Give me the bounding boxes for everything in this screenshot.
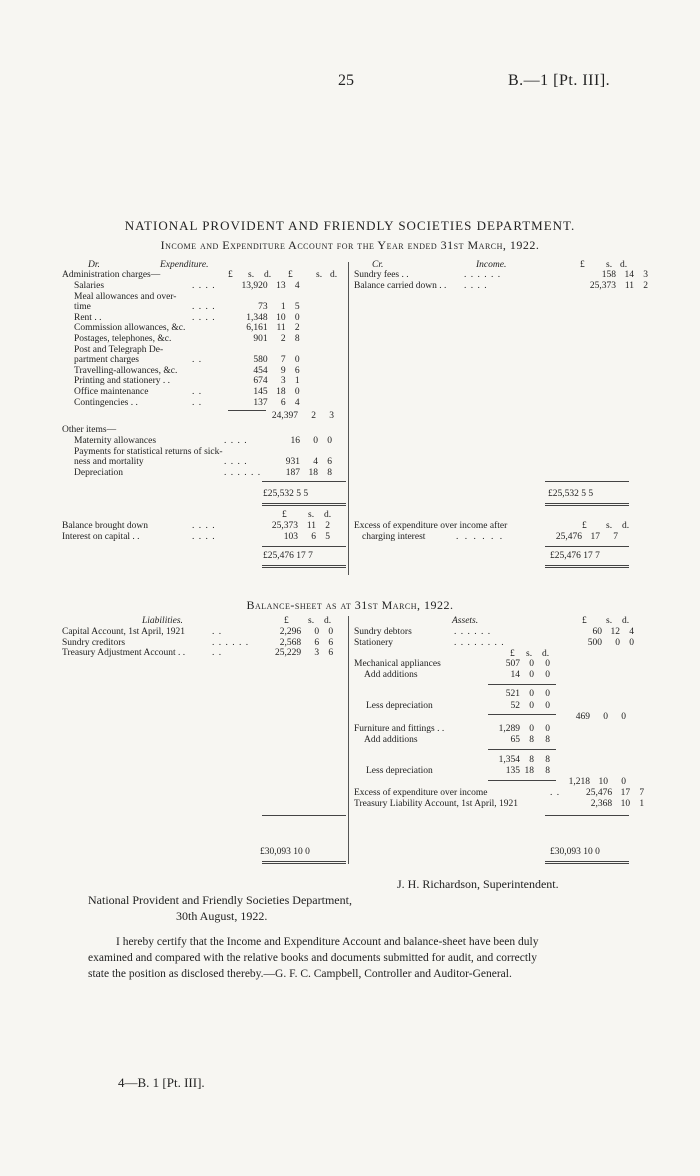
assets-bottom-table	[354, 788, 644, 809]
ledger-cell-label: Treasury Adjustment Account . .	[62, 648, 186, 659]
ledger-cell-pounds: 60	[592, 627, 602, 637]
document-reference: B.—1 [Pt. III].	[508, 72, 611, 89]
signature-name: J. H. Richardson, Superintendent.	[397, 877, 559, 891]
ledger-row	[74, 334, 300, 345]
signature-date: 30th August, 1922.	[176, 909, 268, 923]
ledger-cell-s: 11	[624, 280, 634, 291]
ledger-cell-label: Interest on capital . .	[62, 531, 140, 542]
ledger-cell-dots: . .	[212, 627, 223, 637]
ledger-row	[354, 799, 644, 810]
ledger-row	[74, 398, 300, 409]
ledger-cell-s: 1	[280, 302, 286, 313]
ledger-cell-label: Sundry fees . .	[354, 270, 409, 280]
left-total-bottom-rule	[262, 503, 346, 506]
certificate-line-2: examined and compared with the relative books and documents submitted for audit, and correctly	[88, 952, 537, 964]
ledger-cell-s: 6	[280, 397, 286, 408]
ledger-cell-s: 11	[306, 521, 316, 531]
ledger-cell-dots	[550, 799, 560, 810]
income-account-heading: Income and Expenditure Account for the Year ended 31st March, 1922.	[160, 238, 540, 252]
ledger-cell-d: 1	[639, 798, 645, 809]
ledger-cell-d: 0	[294, 312, 300, 323]
ledger-cell-dots	[192, 345, 216, 356]
right-total-top-rule	[545, 481, 629, 482]
ledger-cell-pounds: 2,296	[279, 627, 302, 637]
ledger-cell-pounds: 137	[253, 397, 268, 408]
ledger-cell-label: Balance carried down . .	[354, 280, 447, 291]
ledger-cell-dots: . . . . . .	[224, 467, 262, 478]
ledger-cell-s: 14	[624, 270, 634, 280]
ledger-row	[74, 355, 300, 366]
excess-line-2: charging interest	[362, 532, 426, 542]
ledger-cell-d: 0	[294, 386, 300, 397]
ledger-cell-s: 6	[314, 637, 320, 648]
ledger-cell-d: 8	[294, 333, 300, 344]
ledger-cell-dots: . . . .	[192, 281, 216, 291]
ledger-cell-pounds: 2,368	[590, 798, 613, 809]
ledger-row	[62, 648, 333, 659]
income-account-divider	[348, 262, 349, 575]
ledger-cell-dots: . .	[212, 648, 223, 659]
ledger-cell-pounds: 1,348	[246, 312, 268, 323]
expenditure-label: Expenditure.	[160, 260, 209, 270]
ledger-row	[74, 376, 300, 387]
ledger-row	[74, 345, 300, 356]
ledger-cell-dots: . . . . . .	[454, 627, 492, 637]
ledger-cell-d	[286, 292, 300, 303]
ledger-cell-s: 10	[276, 312, 286, 323]
ledger-cell-pounds: 16	[290, 436, 300, 446]
ledger-cell-pounds: 158	[601, 270, 616, 280]
bs-right-double-rule	[545, 861, 629, 864]
ledger-cell-s: 7	[280, 355, 286, 366]
lower-left-total-rule	[262, 546, 346, 547]
ledger-row	[74, 447, 332, 458]
ledger-cell-s: 3	[314, 648, 320, 659]
ledger-cell-pounds: 931	[285, 457, 300, 468]
furn-add-label: Add additions	[364, 735, 418, 745]
balance-sheet-heading: Balance-sheet as at 31st March, 1922.	[246, 598, 454, 612]
ledger-row	[74, 302, 300, 313]
ledger-cell-d: 2	[325, 521, 330, 531]
ledger-cell-label: Capital Account, 1st April, 1921	[62, 627, 185, 637]
admin-subtotal-rule	[228, 410, 266, 411]
ledger-cell-label: Salaries	[74, 281, 105, 291]
ledger-cell-dots: . . . .	[464, 280, 488, 291]
ledger-cell-pounds: 187	[285, 467, 300, 478]
ledger-row	[354, 788, 644, 799]
balance-sheet-divider	[348, 616, 349, 864]
ledger-cell-label: Payments for statistical returns of sick-	[74, 446, 223, 457]
ledger-cell-dots: . . . .	[192, 521, 216, 531]
ledger-cell-dots	[224, 447, 268, 458]
ledger-cell-d	[286, 345, 300, 356]
ledger-cell-d: 6	[294, 365, 300, 376]
page-number: 25	[338, 72, 354, 89]
mech-less-label: Less depreciation	[366, 701, 433, 711]
ledger-cell-dots: . .	[192, 397, 203, 408]
ledger-cell-dots: . . . . . .	[212, 637, 250, 648]
ledger-cell-d: 4	[629, 627, 634, 637]
ledger-row	[74, 292, 300, 303]
furn-net-rule	[488, 780, 556, 781]
ledger-cell-dots: . . . .	[192, 531, 216, 542]
lower-left-double-rule	[262, 565, 346, 568]
ledger-cell-dots: . .	[192, 386, 203, 397]
ledger-cell-label: Sundry debtors	[354, 627, 412, 637]
ledger-cell-label: Excess of expenditure over income	[354, 788, 488, 798]
ledger-row	[354, 638, 634, 649]
ledger-row	[62, 521, 330, 532]
ledger-cell-pounds: 6,161	[246, 323, 268, 334]
ledger-cell-pounds: 145	[253, 386, 268, 397]
ledger-cell-d: 8	[327, 467, 332, 478]
ledger-cell-label: ness and mortality	[74, 457, 144, 468]
ledger-cell-d: 6	[328, 637, 334, 648]
ledger-row	[74, 436, 332, 447]
ledger-cell-dots: . . . . . .	[464, 270, 502, 280]
ledger-cell-d: 5	[294, 302, 300, 313]
ledger-cell-s: 4	[313, 457, 318, 468]
ledger-cell-d: 0	[294, 355, 300, 366]
ledger-cell-d: 6	[328, 648, 334, 659]
other-items-label: Other items—	[62, 425, 117, 435]
ledger-cell-label: Post and Telegraph De-	[74, 344, 164, 355]
admin-charges-label: Administration charges—	[62, 270, 161, 280]
ledger-row	[354, 281, 648, 292]
ledger-cell-dots	[192, 376, 216, 387]
ledger-row	[74, 366, 300, 377]
ledger-cell-s	[300, 447, 318, 458]
ledger-cell-d: 3	[643, 270, 648, 280]
ledger-cell-pounds	[216, 292, 268, 303]
excess-dots: . . . . . .	[456, 532, 505, 542]
ledger-cell-dots	[192, 366, 216, 377]
certificate-line-1: I hereby certify that the Income and Expenditure Account and balance-sheet have been duly	[116, 936, 539, 948]
ledger-cell-label: Sundry creditors	[62, 637, 126, 648]
ledger-cell-s: 13	[276, 281, 286, 291]
ledger-cell-s	[268, 345, 286, 356]
ledger-cell-label: partment charges	[74, 355, 139, 366]
ledger-cell-s: 10	[620, 798, 631, 809]
ledger-cell-d: 2	[294, 323, 300, 334]
assets-top-table	[354, 627, 634, 648]
bs-left-total: £30,093 10 0	[260, 847, 310, 857]
ledger-cell-label: Printing and stationery . .	[74, 376, 171, 387]
income-left-total: £25,532 5 5	[263, 489, 309, 499]
ledger-cell-s: 17	[620, 788, 631, 798]
ledger-cell-dots: . . . .	[192, 302, 216, 313]
ledger-cell-dots: . . . . . . . .	[454, 637, 505, 648]
ledger-row	[62, 638, 333, 649]
ledger-row	[62, 627, 333, 638]
lower-right-total: £25,476 17 7	[550, 551, 600, 561]
footer-signature-mark: 4—B. 1 [Pt. III].	[118, 1075, 205, 1090]
ledger-row	[74, 323, 300, 334]
ledger-cell-label: Treasury Liability Account, 1st April, 1921	[354, 798, 519, 809]
left-total-top-rule	[262, 481, 346, 482]
excess-line-1: Excess of expenditure over income after	[354, 521, 508, 531]
ledger-cell-pounds: 500	[587, 637, 602, 648]
furn-label: Furniture and fittings . .	[354, 724, 445, 734]
ledger-cell-pounds: 674	[253, 376, 268, 387]
ledger-cell-pounds: 25,476	[586, 788, 613, 798]
lower-right-total-rule	[545, 546, 629, 547]
ledger-row	[74, 387, 300, 398]
ledger-cell-pounds: 454	[253, 365, 268, 376]
ledger-cell-s: 2	[280, 333, 286, 344]
liabilities-label: Liabilities.	[142, 616, 183, 626]
bs-left-double-rule	[262, 861, 346, 864]
lower-left-total: £25,476 17 7	[263, 551, 313, 561]
bs-right-total-rule	[545, 815, 629, 816]
mech-add-label: Add additions	[364, 670, 418, 680]
dr-label: Dr.	[88, 260, 100, 270]
ledger-row	[74, 468, 332, 479]
right-total-bottom-rule	[545, 503, 629, 506]
ledger-cell-dots	[192, 323, 216, 334]
ledger-cell-label: Depreciation	[74, 467, 124, 478]
ledger-cell-label: time	[74, 302, 91, 313]
ledger-cell-s: 0	[615, 637, 620, 648]
ledger-row	[354, 627, 634, 638]
ledger-cell-dots: . . . .	[224, 457, 248, 468]
income-right-total: £25,532 5 5	[548, 489, 594, 499]
bs-left-total-rule	[262, 815, 346, 816]
ledger-cell-label: Contingencies . .	[74, 397, 138, 408]
lower-right-double-rule	[545, 565, 629, 568]
ledger-cell-pounds	[268, 447, 300, 458]
ledger-cell-dots: . .	[550, 788, 561, 798]
ledger-cell-dots	[192, 292, 216, 303]
ledger-cell-d: 0	[629, 637, 634, 648]
ledger-cell-label: Office maintenance	[74, 386, 149, 397]
ledger-cell-d: 4	[294, 281, 300, 291]
ledger-cell-s: 12	[610, 627, 620, 637]
ledger-cell-pounds: 2,568	[279, 637, 302, 648]
ledger-cell-pounds: 73	[258, 302, 268, 313]
ledger-cell-pounds: 103	[283, 531, 298, 542]
ledger-cell-label: Maternity allowances	[74, 436, 157, 446]
ledger-cell-s: 18	[308, 467, 318, 478]
ledger-cell-s: 3	[280, 376, 286, 387]
department-title: NATIONAL PROVIDENT AND FRIENDLY SOCIETIES DEPARTMENT.	[124, 218, 576, 233]
ledger-row	[74, 313, 300, 324]
mech-subtotal-rule	[488, 684, 556, 685]
assets-label: Assets.	[452, 616, 479, 626]
ledger-cell-label: Meal allowances and over-	[74, 291, 177, 302]
ledger-cell-s: 6	[311, 531, 316, 542]
bs-right-total: £30,093 10 0	[550, 847, 600, 857]
ledger-cell-pounds	[216, 345, 268, 356]
income-label: Income.	[476, 260, 507, 270]
ledger-cell-d: 4	[294, 397, 300, 408]
mech-net-rule	[488, 714, 556, 715]
ledger-cell-pounds: 580	[253, 355, 268, 366]
ledger-row	[354, 270, 648, 281]
ledger-cell-label: Balance brought down	[62, 521, 149, 531]
lower-left-table	[62, 521, 330, 542]
ledger-row	[74, 457, 332, 468]
ledger-cell-pounds: 25,373	[271, 521, 298, 531]
ledger-cell-dots	[192, 334, 216, 345]
ledger-cell-dots: . . . .	[224, 436, 248, 446]
ledger-cell-d: 7	[639, 788, 645, 798]
ledger-cell-d: 0	[328, 627, 334, 637]
ledger-cell-dots: . . . .	[192, 312, 216, 323]
ledger-cell-label: Travelling-allowances, &c.	[74, 365, 178, 376]
ledger-cell-label: Commission allowances, &c.	[74, 323, 186, 334]
ledger-cell-pounds: 25,373	[589, 280, 616, 291]
admin-items-table	[74, 281, 300, 408]
ledger-cell-label: Rent . .	[74, 312, 102, 323]
ledger-cell-label: Stationery	[354, 637, 394, 648]
signature-department: National Provident and Friendly Societies Department,	[88, 893, 352, 907]
ledger-cell-s	[268, 292, 286, 303]
other-items-table	[74, 436, 332, 478]
ledger-row	[62, 532, 330, 543]
ledger-cell-d: 6	[327, 457, 332, 468]
ledger-cell-label: Postages, telephones, &c.	[74, 333, 172, 344]
income-items-table	[354, 270, 648, 291]
cr-label: Cr.	[372, 260, 384, 270]
ledger-cell-pounds: 25,229	[275, 648, 302, 659]
ledger-cell-s: 0	[313, 436, 318, 446]
ledger-cell-pounds: 901	[253, 333, 268, 344]
ledger-cell-s: 18	[276, 386, 286, 397]
ledger-cell-s: 0	[314, 627, 320, 637]
ledger-cell-d	[318, 447, 332, 458]
ledger-cell-d: 0	[327, 436, 332, 446]
ledger-cell-d: 2	[643, 280, 648, 291]
ledger-cell-s: 11	[276, 323, 286, 334]
ledger-cell-d: 5	[325, 531, 330, 542]
certificate-line-3: state the position as disclosed thereby.—G. F. C. Campbell, Controller and Auditor-General.	[88, 968, 512, 980]
ledger-cell-pounds: 13,920	[241, 281, 268, 291]
mech-label: Mechanical appliances	[354, 659, 441, 669]
furn-subtotal-rule	[488, 749, 556, 750]
furn-less-label: Less depreciation	[366, 766, 433, 776]
ledger-cell-dots: . .	[192, 355, 203, 366]
ledger-cell-s: 9	[280, 365, 286, 376]
ledger-cell-d: 1	[294, 376, 300, 387]
ledger-row	[74, 281, 300, 292]
liabilities-table	[62, 627, 333, 659]
